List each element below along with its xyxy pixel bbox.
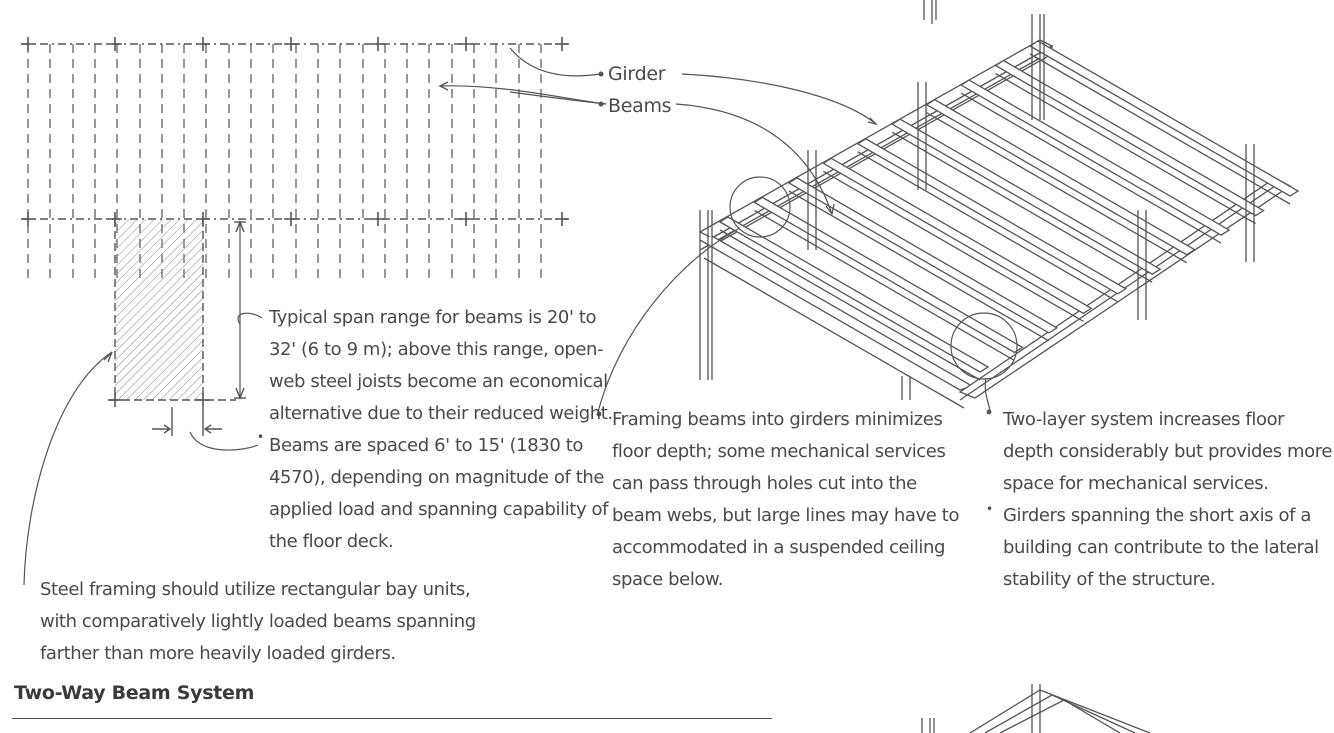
iso-beam [927, 100, 1195, 255]
two-layer-note: Two-layer system increases floor depth considerably but provides more space for mechanical services. [1003, 409, 1333, 494]
bullet: • [986, 502, 994, 516]
column-mark [21, 37, 35, 51]
column-mark [371, 37, 385, 51]
column-mark [108, 37, 122, 51]
column-mark [459, 37, 473, 51]
span-range-note: Typical span range for beams is 20' to 32' (6 to 9 m); above this range, open- web steel joists become an economical alternative due to their reduced weight. [269, 307, 613, 424]
iso-beam [858, 139, 1126, 294]
isometric-framing [597, 0, 1298, 733]
beams-callout: Beams [608, 95, 672, 117]
column-mark [555, 37, 569, 51]
iso-beam [996, 61, 1264, 216]
section-rule [12, 718, 772, 719]
column-marks [21, 37, 569, 226]
iso-beam [892, 119, 1160, 274]
lower-framing-fragment [922, 684, 1150, 733]
section-title: Two-Way Beam System [14, 682, 255, 704]
column-mark [555, 212, 569, 226]
beam-lines [28, 44, 541, 278]
column-mark [371, 212, 385, 226]
column-mark [196, 37, 210, 51]
framing-into-girders-note: Framing beams into girders minimizes floor depth; some mechanical services can pass through holes cut into the beam webs, but large lines may have to accommodated in a suspended ceiling space below. [612, 409, 960, 590]
iso-beams [720, 41, 1298, 380]
iso-beam [720, 217, 988, 372]
short-axis-note: Girders spanning the short axis of a building can contribute to the lateral stability of the structure. [1003, 505, 1319, 590]
iso-beam [1030, 41, 1298, 196]
iso-beam [754, 197, 1022, 352]
iso-beam [823, 158, 1091, 313]
bullet: • [257, 430, 265, 444]
girder-callout: Girder [608, 63, 666, 85]
rectangular-bays-note: Steel framing should utilize rectangular bay units, with comparatively lightly loaded beams spanning farther than more heavily loaded girders. [40, 579, 476, 664]
beam-spacing-note: Beams are spaced 6' to 15' (1830 to 4570), depending on magnitude of the applied load and spanning capability of the floor deck. [269, 435, 609, 552]
column-mark [459, 212, 473, 226]
column-mark [21, 212, 35, 226]
iso-beam [961, 80, 1229, 235]
hatched-bay [115, 219, 203, 400]
